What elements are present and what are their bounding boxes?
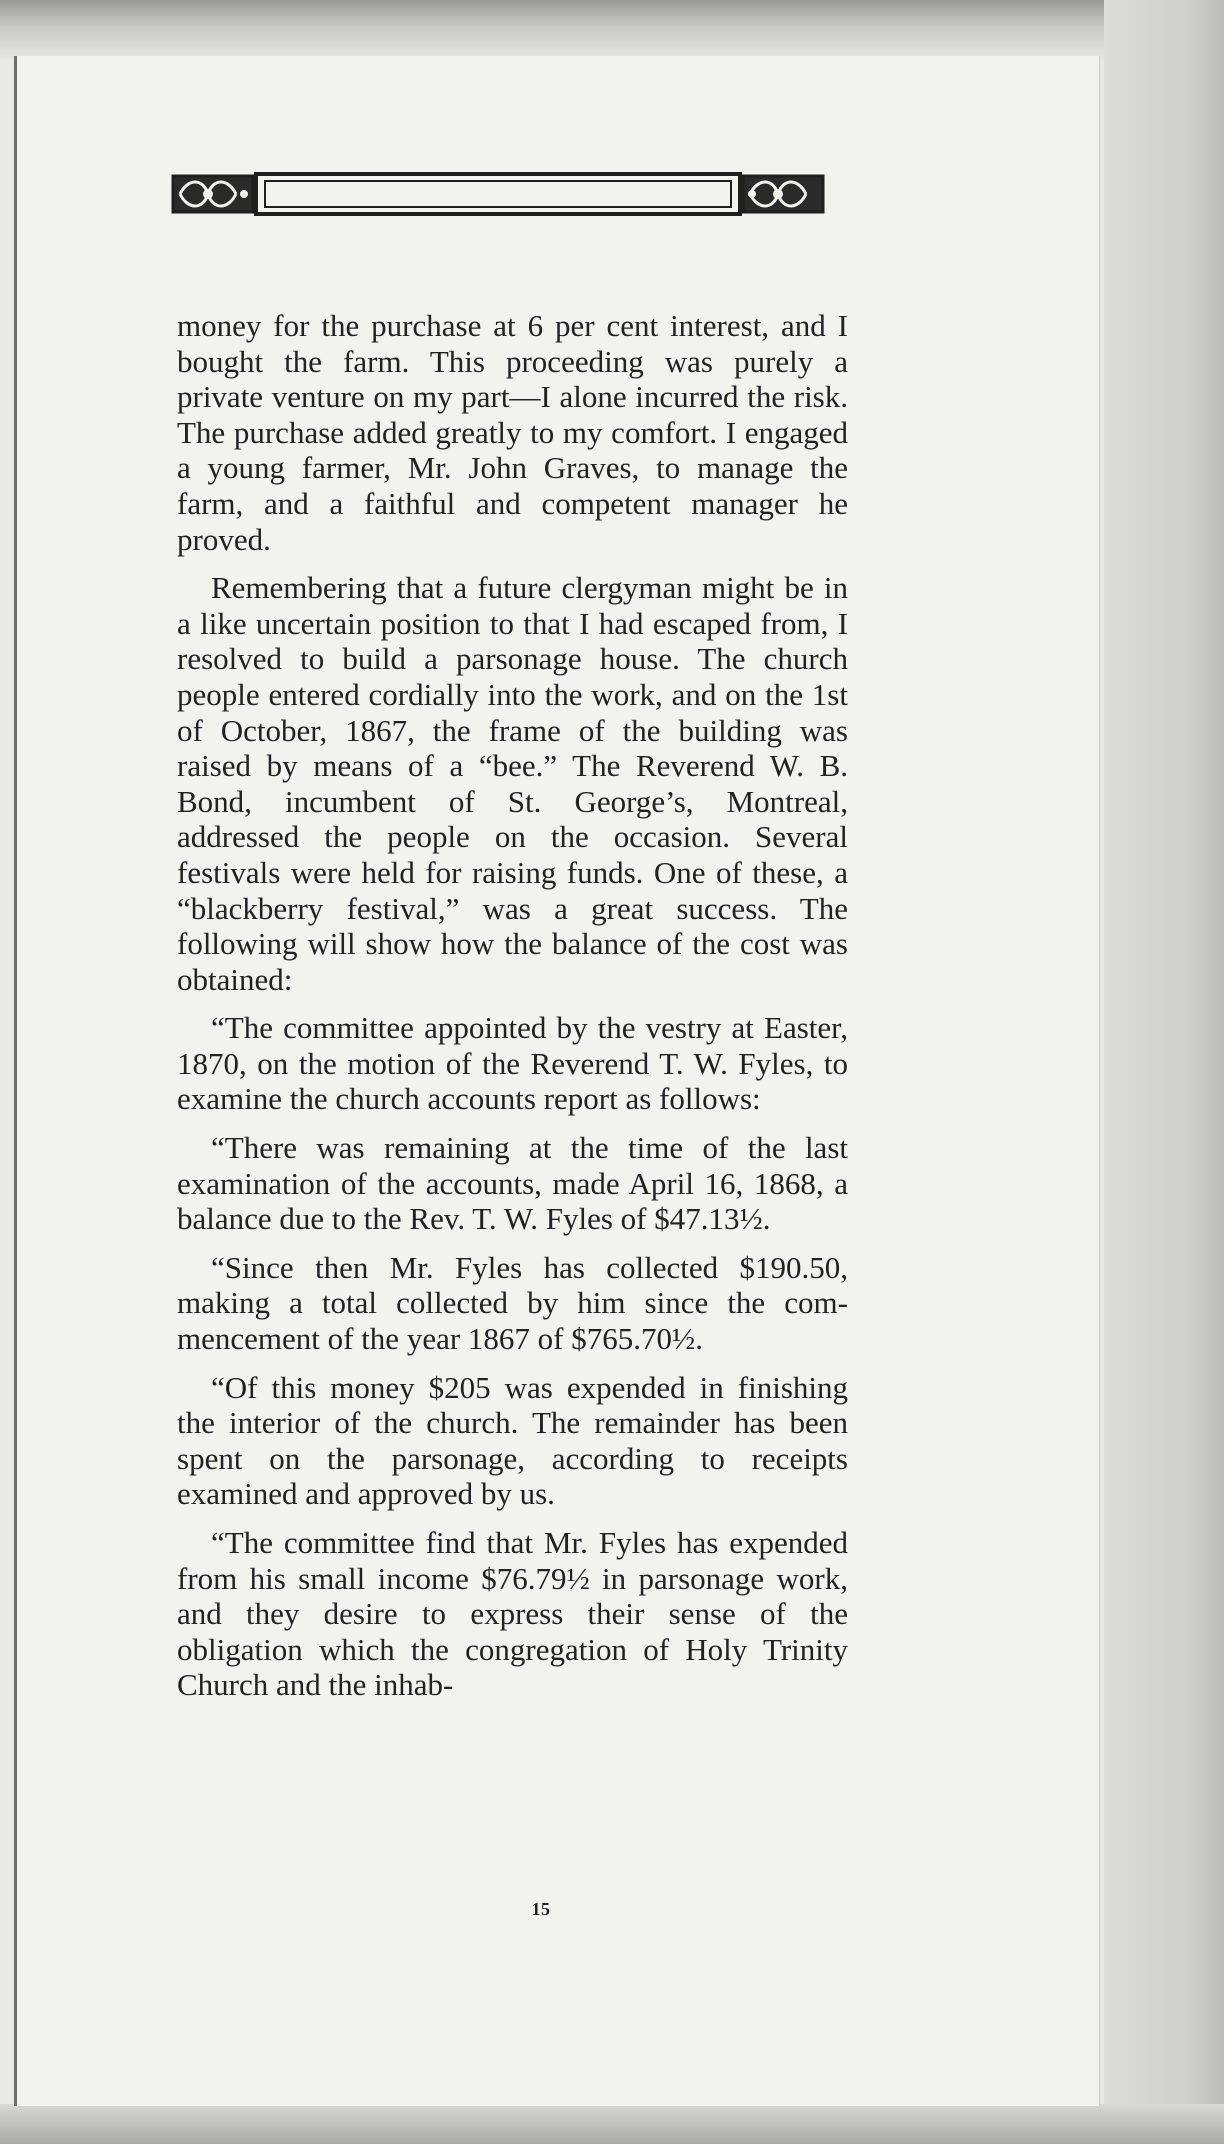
scan-top-edge	[0, 0, 1224, 60]
paragraph: “The committee appointed by the vestry at Easter, 1870, on the motion of the Reverend T. W. Fyles, to examine the church accounts report as follows:	[177, 1010, 848, 1117]
paragraph: Remembering that a future clergyman might be in a like uncertain position to that I had escaped from, I resolved to build a parsonage house. The church people entered cordially into the work, and on the 1st of October, 1867, the frame of the building was raised by means of a “bee.” The Reverend W. B. Bond, incumbent of St. George’s, Montreal, addressed the people on the occasion. Several festivals were held for raising funds. One of these, a “blackberry festival,” was a great success. The following will show how the balance of the cost was obtained:	[177, 570, 848, 997]
page-number: 15	[531, 1899, 551, 1919]
paragraph: money for the purchase at 6 per cent interest, and I bought the farm. This proceeding was purely a private venture on my part—I alone incurred the risk. The purchase added greatly to my comfort. I engaged a young farmer, Mr. John Graves, to manage the farm, and a faithful and competent manager he proved.	[177, 308, 848, 557]
scan-right-edge	[1104, 0, 1224, 2144]
body-text	[177, 308, 848, 1703]
paragraph: “The committee find that Mr. Fyles has expended from his small income $76.79½ in parsonage work, and they desire to express their sense of the obligation which the congregation of Holy Trinity Church and the inhab-	[177, 1525, 848, 1703]
paragraph: “Since then Mr. Fyles has collected $190.50, making a total collected by him since the commencement of the year 1867 of $765.70½.	[177, 1249, 848, 1357]
paragraph: “There was remaining at the time of the last examination of the accounts, made April 16, 1868, a balance due to the Rev. T. W. Fyles of $47.13½.	[177, 1130, 848, 1237]
scan-bottom-edge	[0, 2104, 1224, 2144]
ornament-header-icon	[158, 166, 838, 222]
paragraph: “Of this money $205 was expended in finishing the interior of the church. The remainder has been spent on the parsonage, according to receipts examined and approved by us.	[177, 1369, 848, 1512]
